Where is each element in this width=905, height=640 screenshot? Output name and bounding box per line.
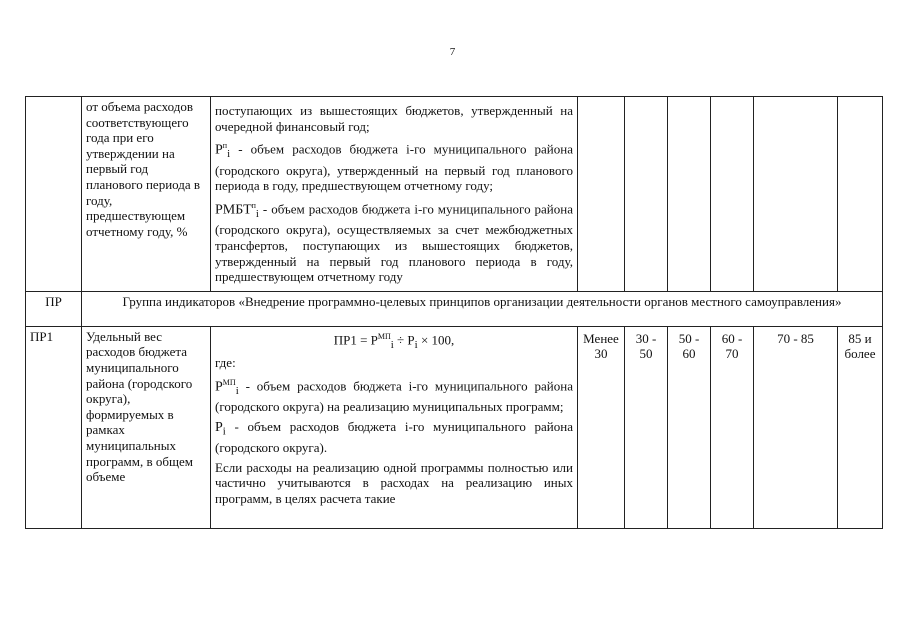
formula-paragraph: $P_i$ - объем расходов бюджета i-го муниципального района (городского округа). [215, 419, 573, 456]
indicator-name-cell: от объема расходов соответствующего года при его утверждении на первый год планового периода в году, предшествующем отчетному году, % [82, 97, 211, 292]
value-cell [625, 97, 668, 292]
value-cell: 60 - 70 [711, 326, 754, 528]
value-cell [838, 97, 883, 292]
formula-paragraph: $P^п_i$ - объем расходов бюджета i-го муниципального района (городского округа), утвержденный на первый год планового периода в году, предшествующем отчетному году; [215, 141, 573, 194]
indicator-code: ПР1 [26, 326, 82, 528]
main-formula: $ПР1 = P^{МП}_i \div P_i \times 100$, [333, 331, 455, 351]
where-label: где: [215, 355, 236, 371]
group-header-row [26, 291, 883, 326]
value-cell: 50 - 60 [668, 326, 711, 528]
formula-paragraph: $РМБТ^п_i$ - объем расходов бюджета i-го муниципального района (городского округа), осуществляемых за счет межбюджетных трансфертов, поступающих из вышестоящих бюджетов, утвержденный на первый год планового периода в году, предшествующем отчетному году [215, 200, 573, 285]
table-row [26, 97, 883, 292]
page-number: 7 [449, 46, 456, 58]
indicator-table [25, 96, 883, 529]
formula-note: Если расходы на реализацию одной программы полностью или частично учитываются в расходах на реализацию иных программ, в целях расчета такие [215, 459, 573, 506]
value-cell [668, 97, 711, 292]
value-cell: 70 - 85 [754, 326, 838, 528]
table-row [26, 326, 883, 528]
value-cell [711, 97, 754, 292]
value-cell [578, 97, 625, 292]
indicator-name-cell: Удельный вес расходов бюджета муниципального района (городского округа), формируемых в рамках муниципальных программ, в общем объеме [82, 326, 211, 528]
value-cell: 30 - 50 [625, 326, 668, 528]
value-cell: 85 и более [838, 326, 883, 528]
group-title: Группа индикаторов «Внедрение программно-целевых принципов организации деятельности органов местного самоуправления» [82, 291, 883, 326]
group-code: ПР [26, 291, 82, 326]
value-cell: Менее 30 [578, 326, 625, 528]
formula-cell [211, 326, 578, 528]
formula-paragraph: $P^{МП}_i$ - объем расходов бюджета i-го муниципального района (городского округа) на реализацию муниципальных программ; [215, 377, 573, 415]
code-cell [26, 97, 82, 292]
formula-paragraph: поступающих из вышестоящих бюджетов, утвержденный на очередной финансовый год; [215, 103, 573, 134]
value-cell [754, 97, 838, 292]
formula-cell [211, 97, 578, 292]
